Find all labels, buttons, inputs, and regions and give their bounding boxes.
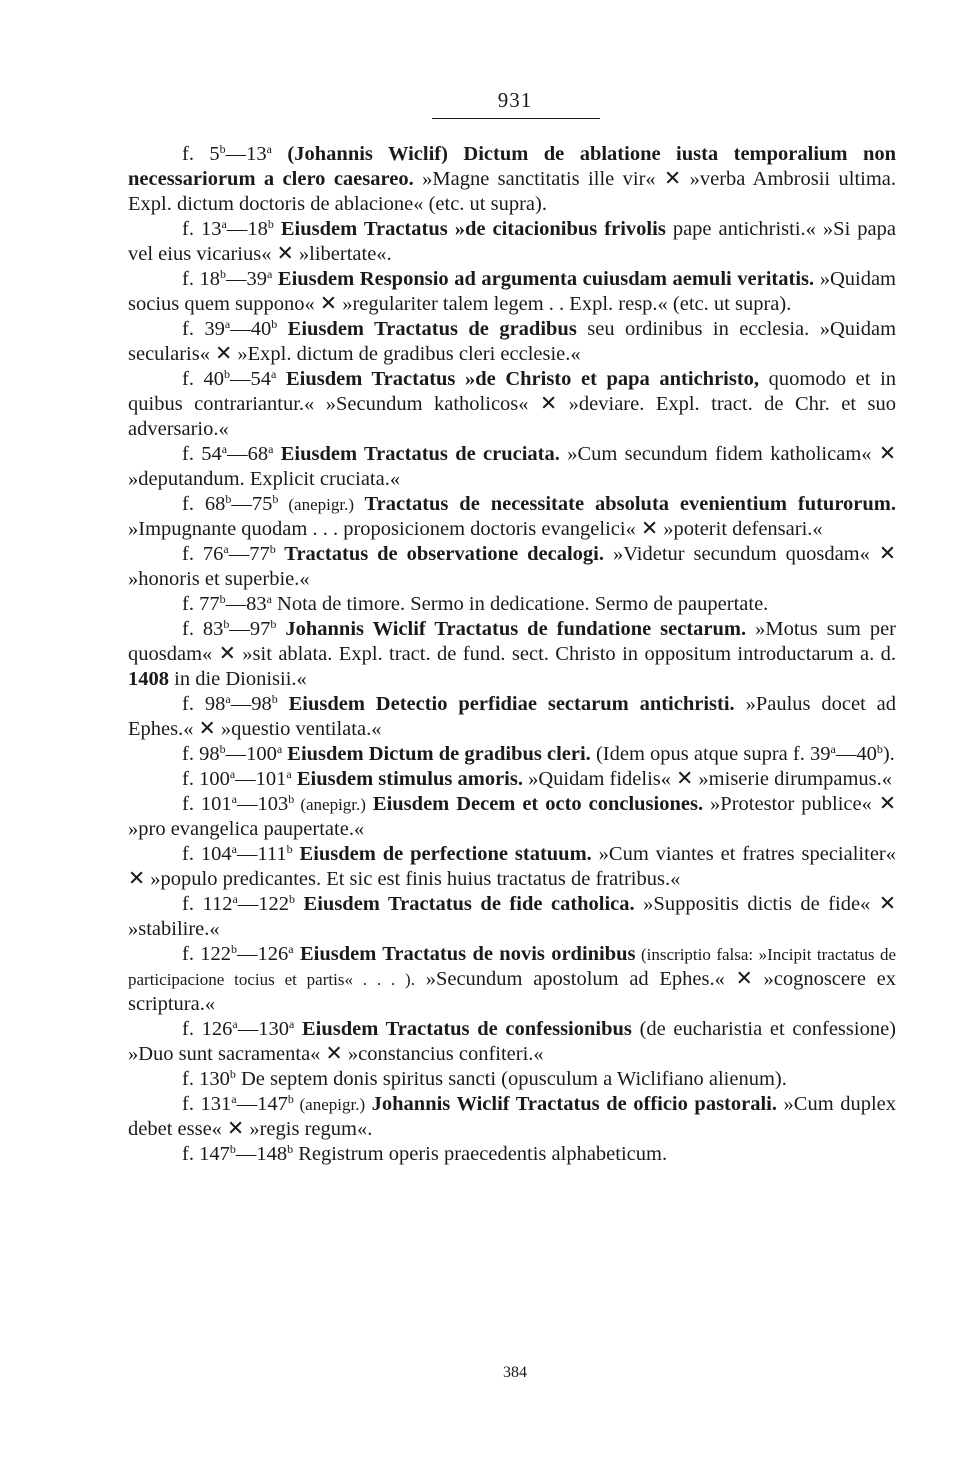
folio-superscript: a (268, 442, 274, 456)
folio-superscript: b (219, 592, 226, 606)
entry-text: »Secundum apostolum ad Ephes.« ✕ »cognoscere ex scriptura.« (128, 968, 896, 1015)
entry-text: —101 (235, 768, 287, 790)
entry-text: f. 83 (182, 618, 224, 640)
entry-text: f. 18 (182, 268, 221, 290)
entry-text: —122 (237, 893, 290, 915)
entry-text: —13 (225, 143, 267, 165)
entry-text: (Idem opus atque supra f. 39 (590, 743, 831, 765)
entry-text: f. 76 (182, 543, 224, 565)
entry-text: f. 13 (182, 218, 222, 240)
entry-text: —54 (230, 368, 272, 390)
folio-superscript: b (271, 317, 278, 331)
entry-text: —98 (230, 693, 272, 715)
entry-title: Eiusdem Tractatus de gradibus (277, 318, 577, 340)
folio-superscript: a (229, 767, 236, 781)
header-rule (432, 118, 600, 119)
entry-text: f. 39 (182, 318, 225, 340)
catalog-entry (128, 692, 896, 742)
entry-title: Eiusdem Responsio ad argumenta cuiusdam aemuli veritatis. (272, 268, 815, 290)
catalog-entry (128, 792, 896, 842)
entry-text: (de eucharistia et confessione) »Duo sunt sacramenta« ✕ »constancius confiteri.« (128, 1018, 897, 1065)
entry-text: »Suppositis dictis de fide« ✕ »stabilire.« (128, 893, 896, 940)
entry-text: f. 77 (182, 593, 220, 615)
catalog-entry (128, 217, 896, 267)
entry-text: f. 54 (182, 443, 222, 465)
entry-title: Johannis Wiclif Tractatus de officio pastorali. (365, 1093, 777, 1115)
entry-text: De septem donis spiritus sancti (opusculum a Wiclifiano alienum). (235, 1068, 787, 1090)
folio-superscript: b (272, 492, 279, 506)
entry-text: —39 (226, 268, 268, 290)
entry-title: Tractatus de observatione decalogi. (275, 543, 604, 565)
entry-text: —97 (229, 618, 271, 640)
folio-superscript: b (271, 692, 278, 706)
folio-superscript: b (225, 492, 232, 506)
catalog-entry (128, 767, 896, 792)
entry-text: »Cum secundum fidem katholicam« ✕ »deputandum. Explicit cruciata.« (128, 443, 897, 490)
folio-superscript: a (225, 692, 231, 706)
folio-superscript: b (289, 892, 296, 906)
entry-title: Eiusdem Tractatus de fide catholica. (295, 893, 635, 915)
entry-text: —75 (231, 493, 273, 515)
entry-text: f. 100 (182, 768, 230, 790)
folio-superscript: a (286, 767, 292, 781)
folio-superscript: b (224, 367, 231, 381)
entry-text: f. 112 (182, 893, 233, 915)
entry-text: »Protestor publice« ✕ »pro evangelica paupertate.« (128, 793, 897, 840)
catalog-entry (128, 842, 896, 892)
catalog-entry (128, 592, 896, 617)
catalog-entry (128, 492, 896, 542)
catalog-entry (128, 267, 896, 317)
entry-text: ). (882, 743, 895, 765)
entry-text: pape antichristi.« »Si papa vel eius vicarius« ✕ »libertate«. (128, 218, 897, 265)
entry-title: 1408 (128, 668, 169, 690)
folio-superscript: a (276, 742, 283, 756)
entry-text: —148 (235, 1143, 288, 1165)
folio-superscript: b (876, 742, 883, 756)
folio-superscript: b (287, 1092, 294, 1106)
catalog-entry (128, 542, 896, 592)
entry-title: (Johannis Wiclif) Dictum de ablatione iusta temporalium non necessariorum a clero caesareo. (128, 143, 896, 190)
folio-superscript: b (220, 267, 227, 281)
entry-text: f. 98 (182, 693, 226, 715)
entry-title: Eiusdem Tractatus »de citacionibus frivolis (273, 218, 666, 240)
entry-text: »Impugnante quodam . . . proposicionem doctoris evangelici« ✕ »poterit defensari.« (128, 518, 823, 540)
folio-superscript: a (288, 942, 294, 956)
entry-title: Eiusdem stimulus amoris. (291, 768, 523, 790)
catalog-entry (128, 442, 896, 492)
entry-title: Eiusdem Tractatus de confessionibus (294, 1018, 632, 1040)
entry-title: Eiusdem Dictum de gradibus cleri. (282, 743, 591, 765)
entry-text: »Paulus docet ad Ephes.« ✕ »questio ventilata.« (128, 693, 897, 740)
folio-superscript: a (223, 542, 229, 556)
entry-text: —40 (230, 318, 272, 340)
entry-text: f. 131 (182, 1093, 232, 1115)
folio-superscript: a (288, 1017, 295, 1031)
entry-text: —77 (228, 543, 270, 565)
entry-text: —68 (227, 443, 269, 465)
folio-superscript: a (830, 742, 836, 756)
entry-text: f. 104 (182, 843, 232, 865)
entry-text: »Quidam fidelis« ✕ »miserie dirumpamus.« (522, 768, 893, 790)
entry-text: —126 (237, 943, 289, 965)
entry-text: »Quidam socius quem suppono« ✕ »regulariter talem legem . . Expl. resp.« (etc. ut supra). (128, 268, 896, 315)
entry-text: f. 126 (182, 1018, 233, 1040)
entry-text: —130 (237, 1018, 289, 1040)
folio-superscript: b (287, 1142, 294, 1156)
catalog-entry (128, 617, 896, 692)
entry-text: Nota de timore. Sermo in dedicatione. Sermo de paupertate. (271, 593, 769, 615)
entry-text: f. 98 (182, 743, 220, 765)
catalog-entry (128, 317, 896, 367)
folio-superscript: a (266, 142, 272, 156)
folio-superscript: b (286, 842, 293, 856)
entry-text: »Motus sum per quosdam« ✕ »sit ablata. Expl. tract. de fund. sect. Christo in oppositum introductarum a. d. (128, 618, 897, 665)
entry-text: —40 (835, 743, 877, 765)
folio-superscript: b (267, 217, 274, 231)
entry-text: f. 122 (182, 943, 232, 965)
catalog-entry (128, 942, 896, 1017)
entry-title: Eiusdem Decem et octo conclusiones. (365, 793, 704, 815)
entry-note: (inscriptio falsa: »Incipit tractatus de participacione tocius et partis« . . . ). (128, 945, 897, 989)
folio-superscript: a (221, 217, 227, 231)
entry-title: Eiusdem Tractatus »de Christo et papa antichristo, (276, 368, 760, 390)
folio-superscript: a (231, 792, 237, 806)
footer-page-number: 384 (503, 1364, 527, 1381)
entry-text: »Cum duplex debet esse« ✕ »regis regum«. (128, 1093, 897, 1140)
folio-superscript: b (288, 792, 295, 806)
entry-text: —18 (226, 218, 268, 240)
folio-superscript: b (229, 1067, 236, 1081)
entry-text: f. 40 (182, 368, 225, 390)
folio-superscript: a (232, 1017, 238, 1031)
folio-superscript: b (269, 542, 276, 556)
catalog-entry (128, 142, 896, 217)
entry-text: f. 5 (182, 143, 220, 165)
folio-superscript: b (219, 142, 226, 156)
catalog-entry (128, 892, 896, 942)
folio-superscript: b (229, 1142, 236, 1156)
entry-text: quomodo et in quibus contrariantur.« »Secundum katholicos« ✕ »deviare. Expl. tract. de Chr. et suo adversario.« (128, 368, 897, 440)
folio-superscript: a (231, 1092, 237, 1106)
entry-text: »Cum viantes et fratres specialiter« ✕ »populo predicantes. Et sic est finis huius tractatus de fratribus.« (128, 843, 896, 890)
catalog-entry (128, 1017, 896, 1067)
catalog-entry (128, 367, 896, 442)
folio-superscript: b (223, 617, 230, 631)
entry-text: »Magne sanctitatis ille vir« ✕ »verba Ambrosii ultima. Expl. dictum doctoris de ablacione« (etc. ut supra). (128, 168, 897, 215)
entry-text: —103 (237, 793, 289, 815)
entry-note: (anepigr.) (294, 795, 366, 814)
entry-text: seu ordinibus in ecclesia. »Quidam secularis« ✕ »Expl. dictum de gradibus cleri ecclesie.« (128, 318, 897, 365)
catalog-entry (128, 1142, 896, 1167)
entry-text: f. 130 (182, 1068, 230, 1090)
page-number-top: 931 (497, 88, 533, 112)
folio-superscript: a (232, 892, 238, 906)
entry-title: Johannis Wiclif Tractatus de fundatione sectarum. (276, 618, 747, 640)
entry-text: in die Dionisii.« (169, 668, 307, 690)
entry-title: Tractatus de necessitate absoluta evenientium futurorum. (354, 493, 896, 515)
entry-text: f. 68 (182, 493, 226, 515)
catalog-entry (128, 1067, 896, 1092)
entry-text: f. 147 (182, 1143, 230, 1165)
folio-superscript: a (266, 592, 272, 606)
folio-superscript: b (219, 742, 226, 756)
entry-text: f. 101 (182, 793, 232, 815)
entry-note: (anepigr.) (278, 495, 354, 514)
entry-text: Registrum operis praecedentis alphabeticum. (293, 1143, 668, 1165)
catalog-entry (128, 742, 896, 767)
folio-superscript: a (224, 317, 231, 331)
folio-superscript: a (271, 367, 277, 381)
entry-text: —83 (225, 593, 267, 615)
entry-text: »Videtur secundum quosdam« ✕ »honoris et superbie.« (128, 543, 896, 590)
entry-text: —111 (236, 843, 287, 865)
entry-title: Eiusdem Tractatus de novis ordinibus (293, 943, 636, 965)
entry-title: Eiusdem Tractatus de cruciata. (273, 443, 560, 465)
folio-superscript: a (231, 842, 237, 856)
folio-superscript: b (231, 942, 238, 956)
folio-superscript: a (221, 442, 228, 456)
folio-superscript: a (267, 267, 273, 281)
entry-title: Eiusdem de perfectione statuum. (292, 843, 592, 865)
folio-superscript: b (270, 617, 277, 631)
catalog-entry (128, 1092, 896, 1142)
entry-title: Eiusdem Detectio perfidiae sectarum antichristi. (277, 693, 735, 715)
entry-note: (anepigr.) (293, 1095, 366, 1114)
entry-text: —147 (236, 1093, 288, 1115)
catalog-entries (128, 142, 896, 1167)
entry-text: —100 (225, 743, 277, 765)
